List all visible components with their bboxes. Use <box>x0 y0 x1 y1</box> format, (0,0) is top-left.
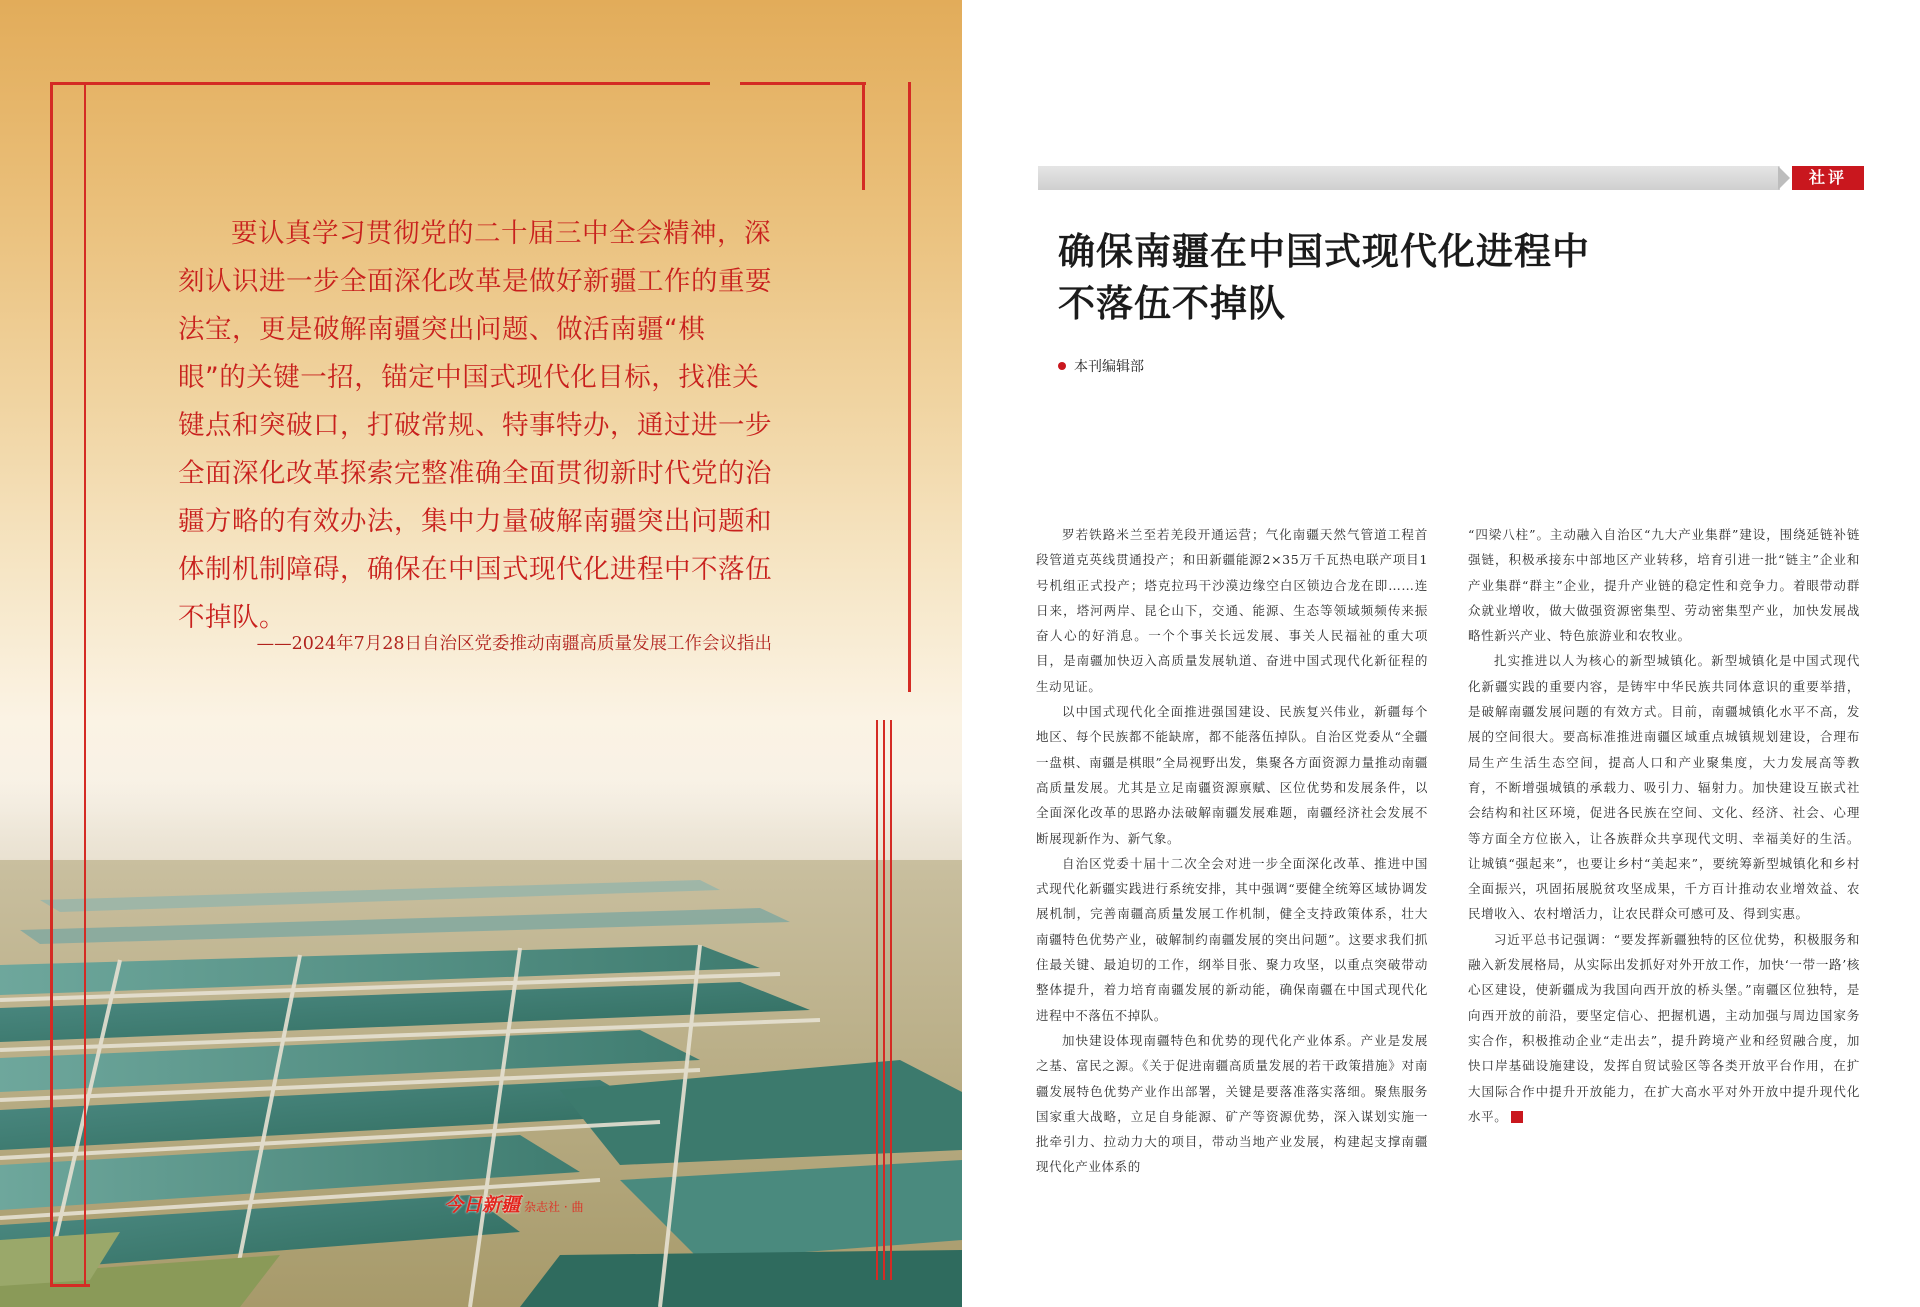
frame-right-vertical-lower <box>908 82 911 692</box>
publisher-logo <box>444 1190 583 1217</box>
frame-right-accent-2 <box>883 720 885 1280</box>
frame-right-accent-3 <box>890 720 892 1280</box>
article-headline <box>1058 226 1590 330</box>
section-header-fold <box>1778 166 1790 190</box>
section-header-bar <box>1038 166 1780 190</box>
pull-quote <box>178 210 772 642</box>
logo-sub-text: 杂志社 · 曲 <box>524 1200 584 1214</box>
aerial-photo-fish-ponds <box>0 860 962 1307</box>
paragraph: 自治区党委十届十二次全会对进一步全面深化改革、推进中国式现代化新疆实践进行系统安排，其中强调“要健全统筹区域协调发展机制，完善南疆高质量发展工作机制，健全支持政策体系，壮大南疆特色优势产业，破解制约南疆发展的突出问题”。这要求我们抓住最关键、最迫切的工作，纲举目张、聚力攻坚，以重点突破带动整体提升，着力培育南疆发展的新动能，确保南疆在中国式现代化进程中不落伍不掉队。 <box>1036 855 1428 1023</box>
paragraph: 加快建设体现南疆特色和优势的现代化产业体系。产业是发展之基、富民之源。《关于促进南疆高质量发展的若干政策措施》对南疆发展特色优势产业作出部署，关键是要落准落实落细。聚焦服务国家重大战略，立足自身能源、矿产等资源优势，深入谋划实施一批牵引力、拉动力大的项目，带动当地产业发展，构建起支撑南疆现代化产业体系的 <box>1036 1032 1428 1175</box>
byline-dot-icon <box>1058 362 1066 370</box>
frame-left-vertical <box>50 82 53 1287</box>
frame-left-vertical-inner <box>84 82 86 1287</box>
frame-top-right-horizontal <box>740 82 866 85</box>
logo-main-text: 今日新疆 <box>444 1194 521 1216</box>
paragraph-text: 习近平总书记强调：“要发挥新疆独特的区位优势，积极服务和融入新发展格局，从实际出发抓好对外开放工作，加快‘一带一路’核心区建设，使新疆成为我国向西开放的桥头堡。”南疆区位独特，是向西开放的前沿，要坚定信心、把握机遇，主动加强与周边国家务实合作，积极推动企业“走出去”，提升跨境产业和经贸融合度，加快口岸基础设施建设，发挥自贸试验区等各类开放平台作用，在扩大国际合作中提升开放能力，在扩大高水平对外开放中提升现代化水平。 <box>1468 931 1860 1124</box>
paragraph: 以中国式现代化全面推进强国建设、民族复兴伟业，新疆每个地区、每个民族都不能缺席，都不能落伍掉队。自治区党委从“全疆一盘棋、南疆是棋眼”全局视野出发，集聚各方面资源力量推动南疆高质量发展。尤其是立足南疆资源禀赋、区位优势和发展条件，以全面深化改革的思路办法破解南疆发展难题，南疆经济社会发展不断展现新作为、新气象。 <box>1036 704 1428 846</box>
body-column-1 <box>1036 522 1428 1180</box>
paragraph-continued: “四梁八柱”。主动融入自治区“九大产业集群”建设，围绕延链补链强链，积极承接东中部地区产业转移，培育引进一批“链主”企业和产业集群“群主”企业，提升产业链的稳定性和竞争力。着眼带动群众就业增收，做大做强资源密集型、劳动密集型产业，加快发展战略性新兴产业、特色旅游业和农牧业。 <box>1468 527 1860 644</box>
body-column-2 <box>1468 522 1860 1129</box>
byline-author: 本刊编辑部 <box>1074 359 1144 375</box>
section-badge: 社评 <box>1792 166 1864 190</box>
paragraph: 扎实推进以人为核心的新型城镇化。新型城镇化是中国式现代化新疆实践的重要内容，是铸牢中华民族共同体意识的重要举措，是破解南疆发展问题的有效方式。目前，南疆城镇化水平不高，发展的空间很大。要高标准推进南疆区域重点城镇规划建设，合理布局生产生活生态空间，提高人口和产业聚集度，大力发展高等教育，不断增强城镇的承载力、吸引力、辐射力。加快建设互嵌式社会结构和社区环境，促进各民族在空间、文化、经济、社会、心理等方面全方位嵌入，让各族群众共享现代文明、幸福美好的生活。让城镇“强起来”，也要让乡村“美起来”，要统筹新型城镇化和乡村全面振兴，巩固拓展脱贫攻坚成果，千方百计推动农业增效益、农民增收入、农村增活力，让农民群众可感可及、得到实惠。 <box>1468 653 1860 922</box>
frame-right-vertical-upper <box>862 82 865 190</box>
pull-quote-source: ——2024年7月28日自治区党委推动南疆高质量发展工作会议指出 <box>256 634 772 654</box>
headline-line-2: 不落伍不掉队 <box>1058 282 1286 325</box>
byline <box>1058 356 1144 376</box>
paragraph <box>1468 927 1860 1129</box>
frame-top-left-horizontal <box>50 82 710 85</box>
frame-bottom-left <box>50 1284 90 1287</box>
end-of-article-icon <box>1511 1111 1523 1123</box>
frame-right-accent-1 <box>876 720 878 1280</box>
pull-quote-text: 要认真学习贯彻党的二十届三中全会精神，深刻认识进一步全面深化改革是做好新疆工作的重要法宝，更是破解南疆突出问题、做活南疆“棋眼”的关键一招，锚定中国式现代化目标，找准关键点和突破口，打破常规、特事特办，通过进一步全面深化改革探索完整准确全面贯彻新时代党的治疆方略的有效办法，集中力量破解南疆突出问题和体制机制障碍，确保在中国式现代化进程中不落伍不掉队。 <box>178 218 772 633</box>
paragraph: 罗若铁路米兰至若羌段开通运营；气化南疆天然气管道工程首段管道克英线贯通投产；和田新疆能源2×35万千瓦热电联产项目1号机组正式投产；塔克拉玛干沙漠边缘空白区锁边合龙在即……连日来，塔河两岸、昆仑山下，交通、能源、生态等领域频频传来振奋人心的好消息。一个个事关长远发展、事关人民福祉的重大项目，是南疆加快迈入高质量发展轨道、奋进中国式现代化新征程的生动见证。 <box>1036 527 1428 694</box>
headline-line-1: 确保南疆在中国式现代化进程中 <box>1058 230 1590 273</box>
